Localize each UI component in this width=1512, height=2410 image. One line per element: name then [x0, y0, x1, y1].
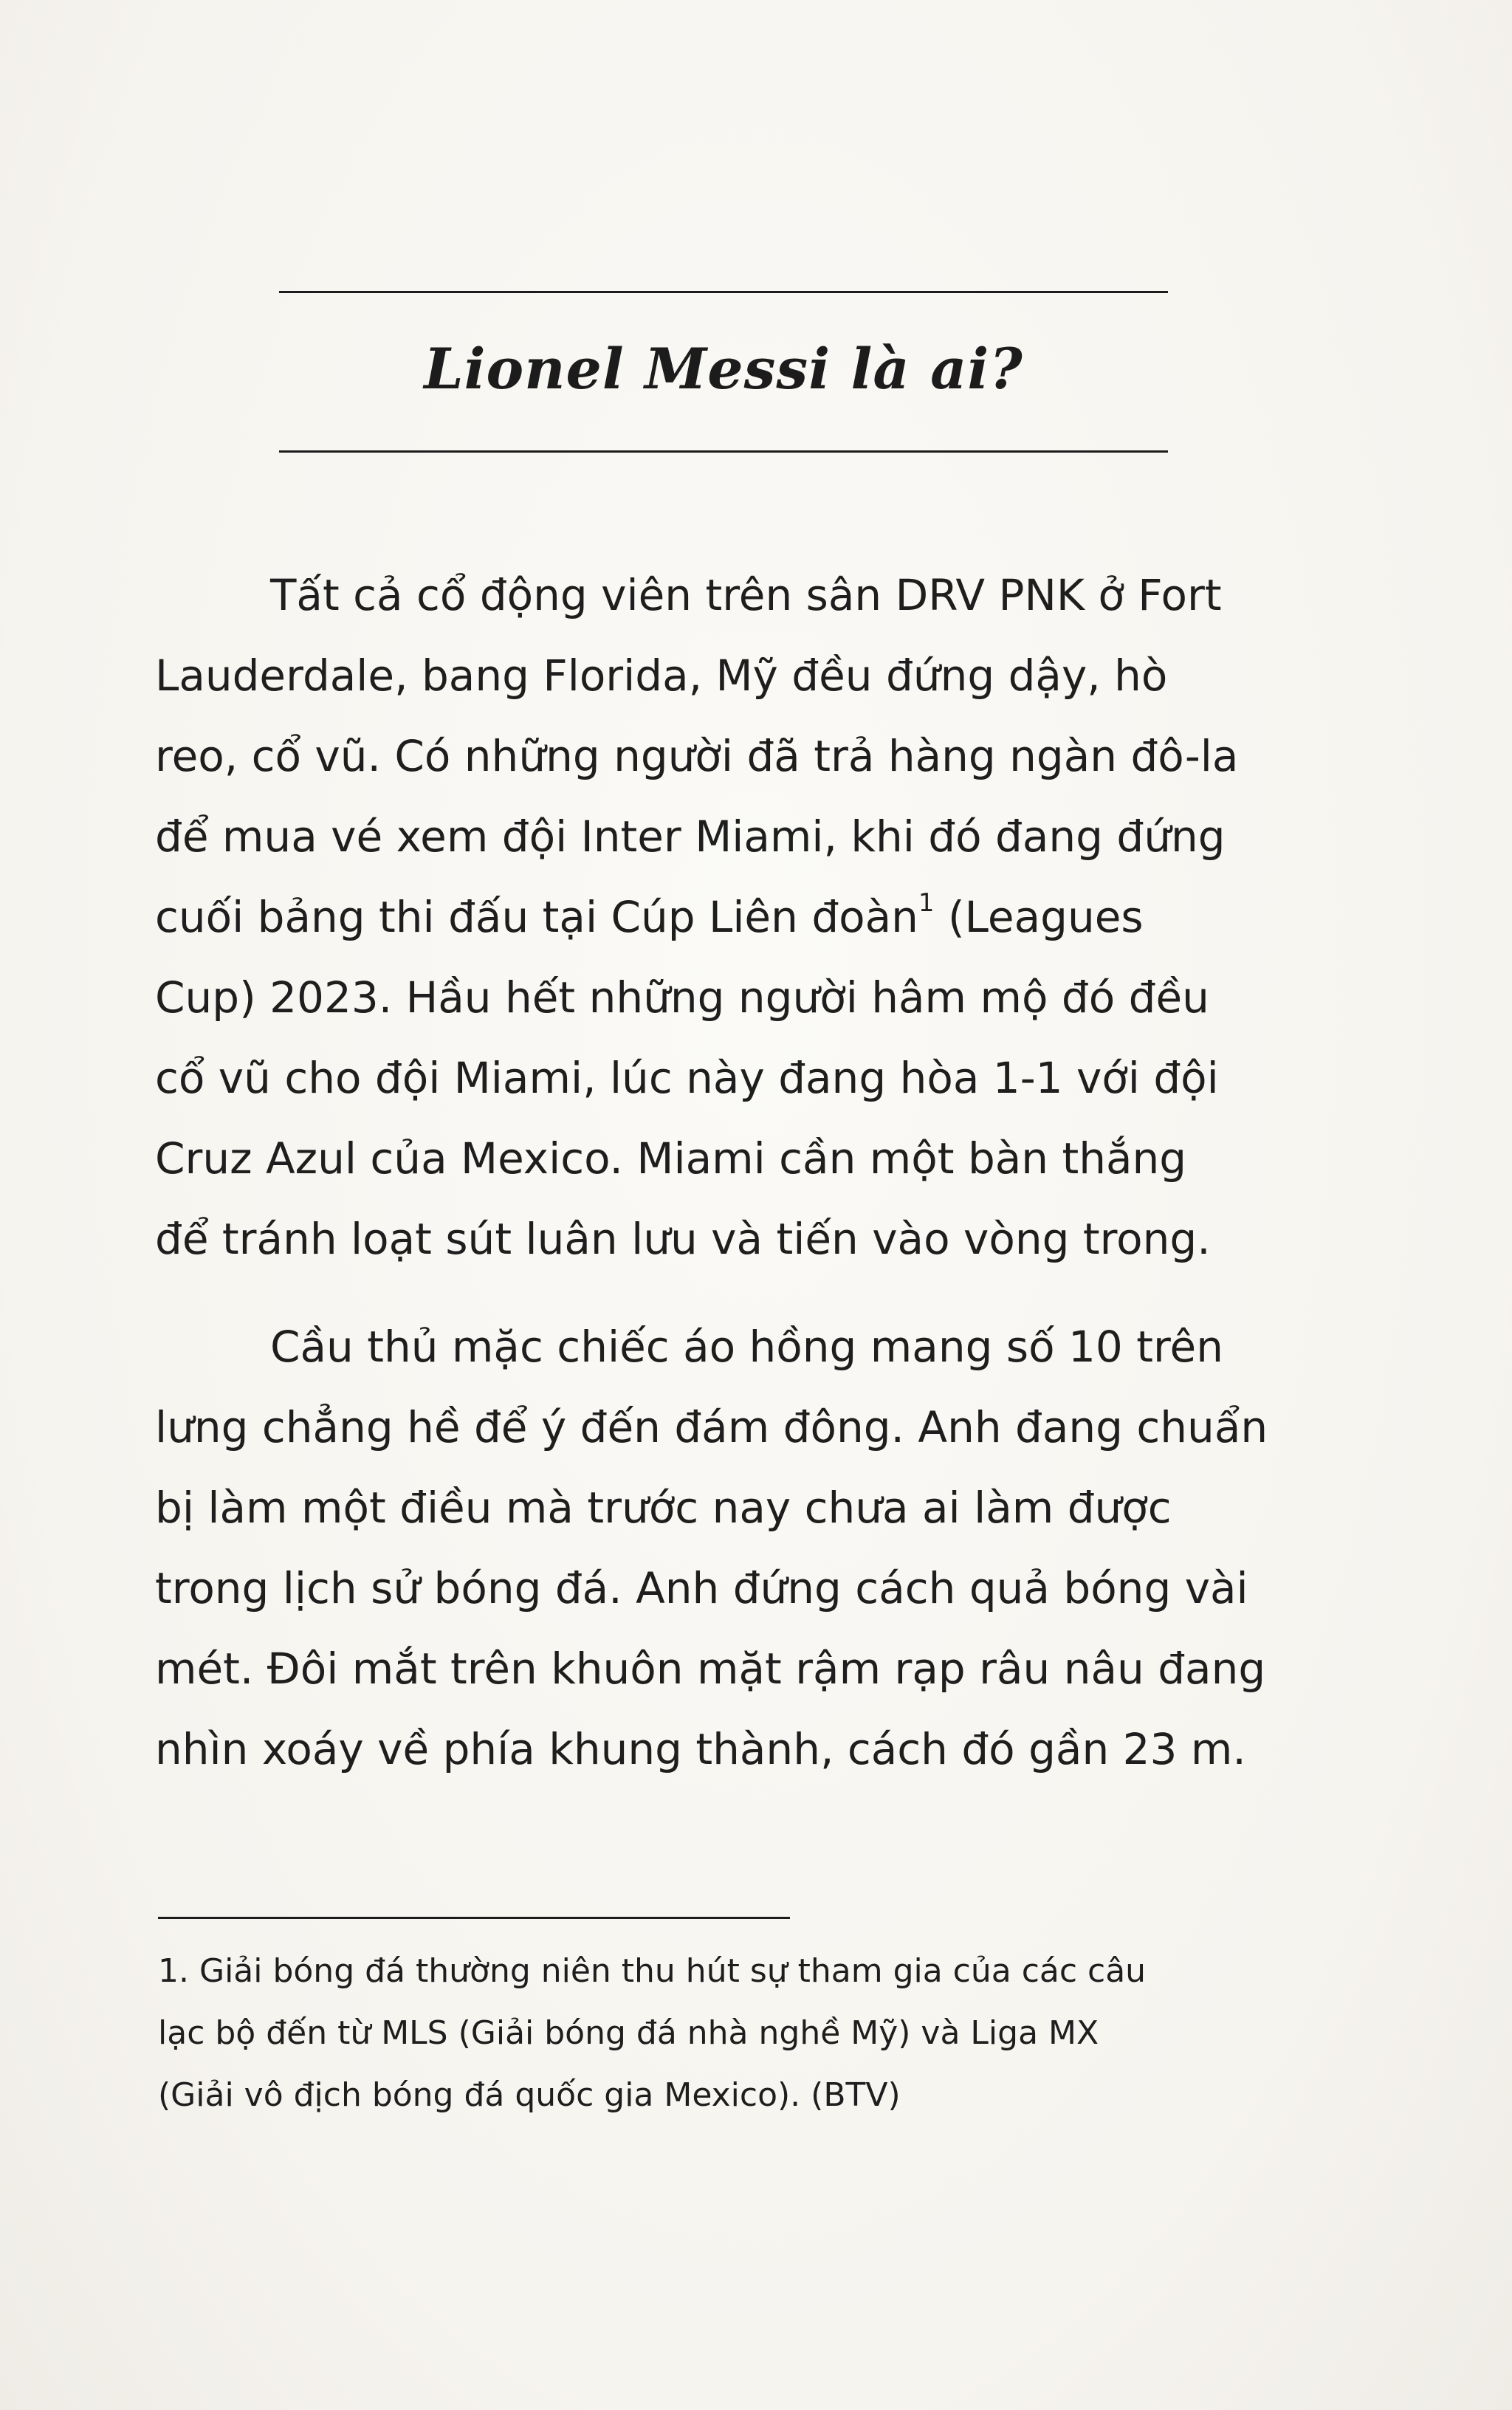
paragraph-1-line-5-tail: (Leagues: [934, 892, 1144, 942]
footnote-line-1: 1. Giải bóng đá thường niên thu hút sự tham gia của các câu: [158, 1952, 1147, 1990]
paragraph-2-line-3: bị làm một điều mà trước nay chưa ai làm được: [155, 1483, 1172, 1533]
paragraph-1-line-9: để tránh loạt sút luân lưu và tiến vào vòng trong.: [155, 1214, 1211, 1264]
paragraph-1-line-8: Cruz Azul của Mexico. Miami cần một bàn thắng: [155, 1133, 1187, 1184]
paragraph-1-line-4: để mua vé xem đội Inter Miami, khi đó đang đứng: [155, 811, 1226, 862]
paragraph-2-line-1: Cầu thủ mặc chiếc áo hồng mang số 10 trên: [270, 1322, 1223, 1372]
footnote-divider: [158, 1917, 790, 1919]
footnote-reference[interactable]: 1: [918, 888, 935, 918]
paragraph-1-line-5-text: cuối bảng thi đấu tại Cúp Liên đoàn: [155, 892, 918, 942]
paragraph-2-line-4: trong lịch sử bóng đá. Anh đứng cách quả bóng vài: [155, 1563, 1248, 1613]
paragraph-1-line-2: Lauderdale, bang Florida, Mỹ đều đứng dậy, hò: [155, 650, 1168, 701]
footnote-line-3: (Giải vô địch bóng đá quốc gia Mexico). (BTV): [158, 2076, 901, 2114]
title-bottom-rule: [279, 450, 1168, 453]
footnote: [158, 1940, 1324, 2126]
title-top-rule: [279, 291, 1168, 293]
chapter-title: Lionel Messi là ai?: [424, 336, 1023, 402]
paragraph-1-line-5: [155, 877, 1307, 958]
paragraph-1-line-3: reo, cổ vũ. Có những người đã trả hàng ngàn đô-la: [155, 731, 1239, 781]
paragraph-2-line-2: lưng chẳng hề để ý đến đám đông. Anh đang chuẩn: [155, 1402, 1268, 1452]
paragraph-2-line-5: mét. Đôi mắt trên khuôn mặt rậm rạp râu nâu đang: [155, 1644, 1266, 1694]
paragraph-1-line-6: Cup) 2023. Hầu hết những người hâm mộ đó đều: [155, 972, 1209, 1023]
paragraph-1-line-1: Tất cả cổ động viên trên sân DRV PNK ở Fort: [270, 570, 1222, 620]
paragraph-2: [155, 1307, 1307, 1790]
paragraph-1-line-7: cổ vũ cho đội Miami, lúc này đang hòa 1-1 với đội: [155, 1053, 1219, 1103]
paragraph-1: [155, 555, 1307, 1280]
paragraph-2-line-6: nhìn xoáy về phía khung thành, cách đó gần 23 m.: [155, 1724, 1246, 1774]
footnote-line-2: lạc bộ đến từ MLS (Giải bóng đá nhà nghề Mỹ) và Liga MX: [158, 2014, 1099, 2052]
